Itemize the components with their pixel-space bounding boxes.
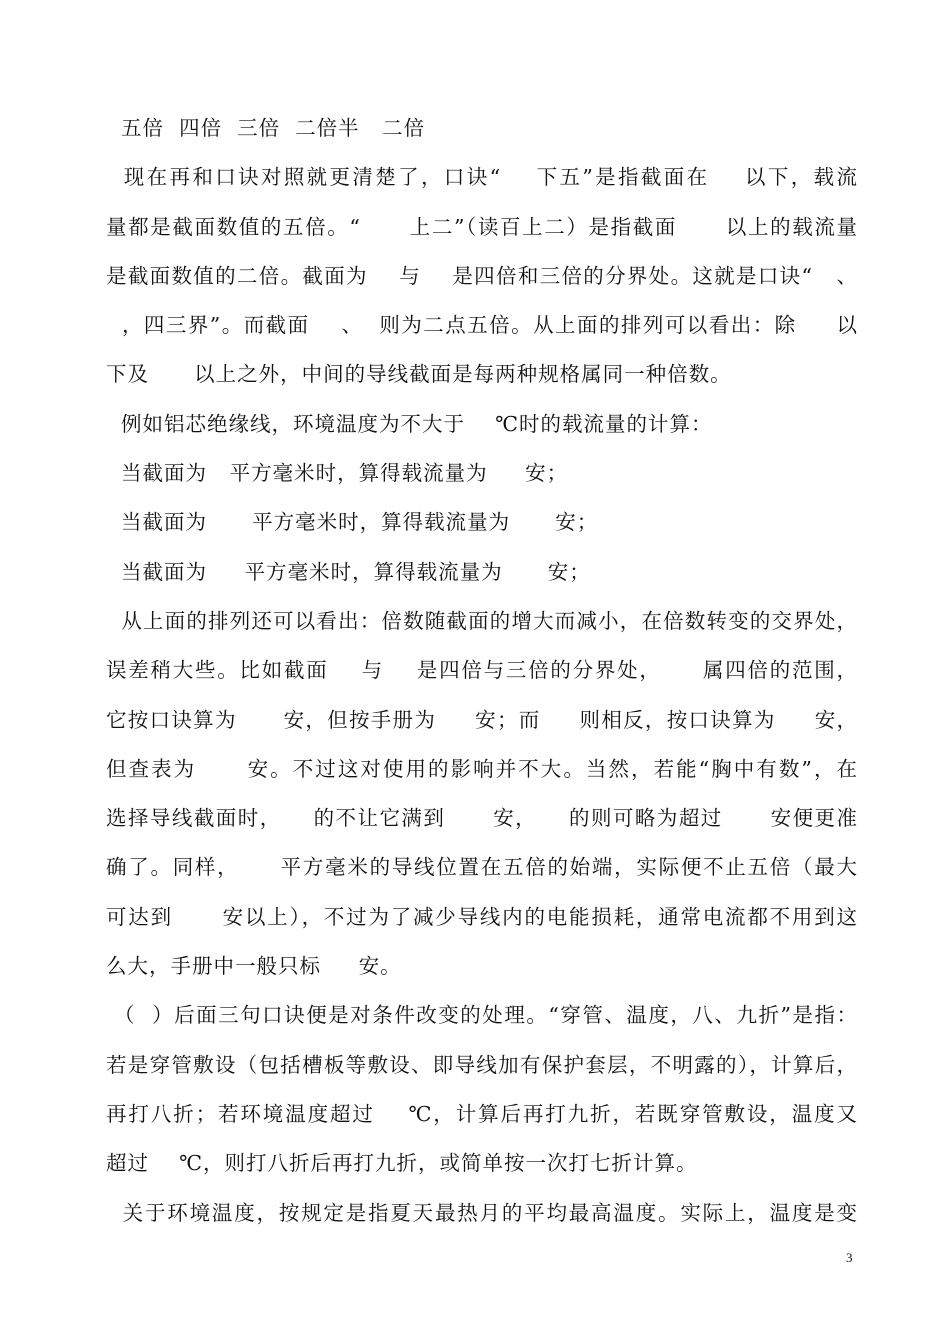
text-line: 可达到 安以上），不过为了减少导线内的电能损耗，通常电流都不用到这: [106, 904, 858, 929]
text-line: 当截面为 平方毫米时，算得载流量为 安；: [106, 510, 599, 535]
text-line: 但查表为 安。不过这对使用的影响并不大。当然，若能“胸中有数”，在: [106, 756, 858, 781]
text-line: 误差稍大些。比如截面 与 是四倍与三倍的分界处， 属四倍的范围，: [106, 658, 858, 683]
text-line: 现在再和口诀对照就更清楚了，口诀“ 下五”是指截面在 以下，载流: [106, 165, 858, 190]
text-line: 下及 以上之外，中间的导线截面是每两种规格属同一种倍数。: [106, 362, 732, 387]
text-line: 再打八折；若环境温度超过 ℃，计算后再打九折，若既穿管敷设，温度又: [106, 1101, 858, 1126]
text-line: 当截面为 平方毫米时，算得载流量为 安；: [106, 559, 591, 584]
body-text: [106, 104, 858, 1238]
text-line: 当截面为 平方毫米时，算得载流量为 安；: [106, 461, 569, 486]
text-line: 从上面的排列还可以看出：倍数随截面的增大而减小，在倍数转变的交界处，: [106, 608, 858, 633]
text-line: 确了。同样， 平方毫米的导线位置在五倍的始端，实际便不止五倍（最大: [106, 855, 858, 880]
text-line: 关于环境温度，按规定是指夏天最热月的平均最高温度。实际上，温度是变: [106, 1200, 858, 1225]
text-line: 量都是截面数值的五倍。“ 上二”（读百上二）是指截面 以上的载流量: [106, 214, 858, 239]
page-number: 3: [846, 1250, 853, 1265]
text-line: 五倍 四倍 三倍 二倍半 二倍: [106, 116, 426, 140]
text-line: 选择导线截面时， 的不让它满到 安， 的则可略为超过 安便更准: [106, 806, 858, 831]
text-line: 是截面数值的二倍。截面为 与 是四倍和三倍的分界处。这就是口诀“ 、: [106, 263, 858, 288]
text-line: 么大，手册中一般只标 安。: [106, 954, 402, 979]
text-line: 若是穿管敷设（包括槽板等敷设、即导线加有保护套层，不明露的），计算后，: [106, 1052, 858, 1077]
text-line: ，四三界”。而截面 、 则为二点五倍。从上面的排列可以看出：除 以: [106, 313, 858, 338]
text-line: 它按口诀算为 安，但按手册为 安；而 则相反，按口诀算为 安，: [106, 707, 858, 732]
text-line: （ ）后面三句口诀便是对条件改变的处理。“穿管、温度，八、九折”是指：: [106, 1003, 858, 1028]
text-line: 例如铝芯绝缘线，环境温度为不大于 ℃时的载流量的计算：: [106, 411, 713, 436]
text-line: 超过 ℃，则打八折后再打九折，或简单按一次打七折计算。: [106, 1151, 698, 1176]
